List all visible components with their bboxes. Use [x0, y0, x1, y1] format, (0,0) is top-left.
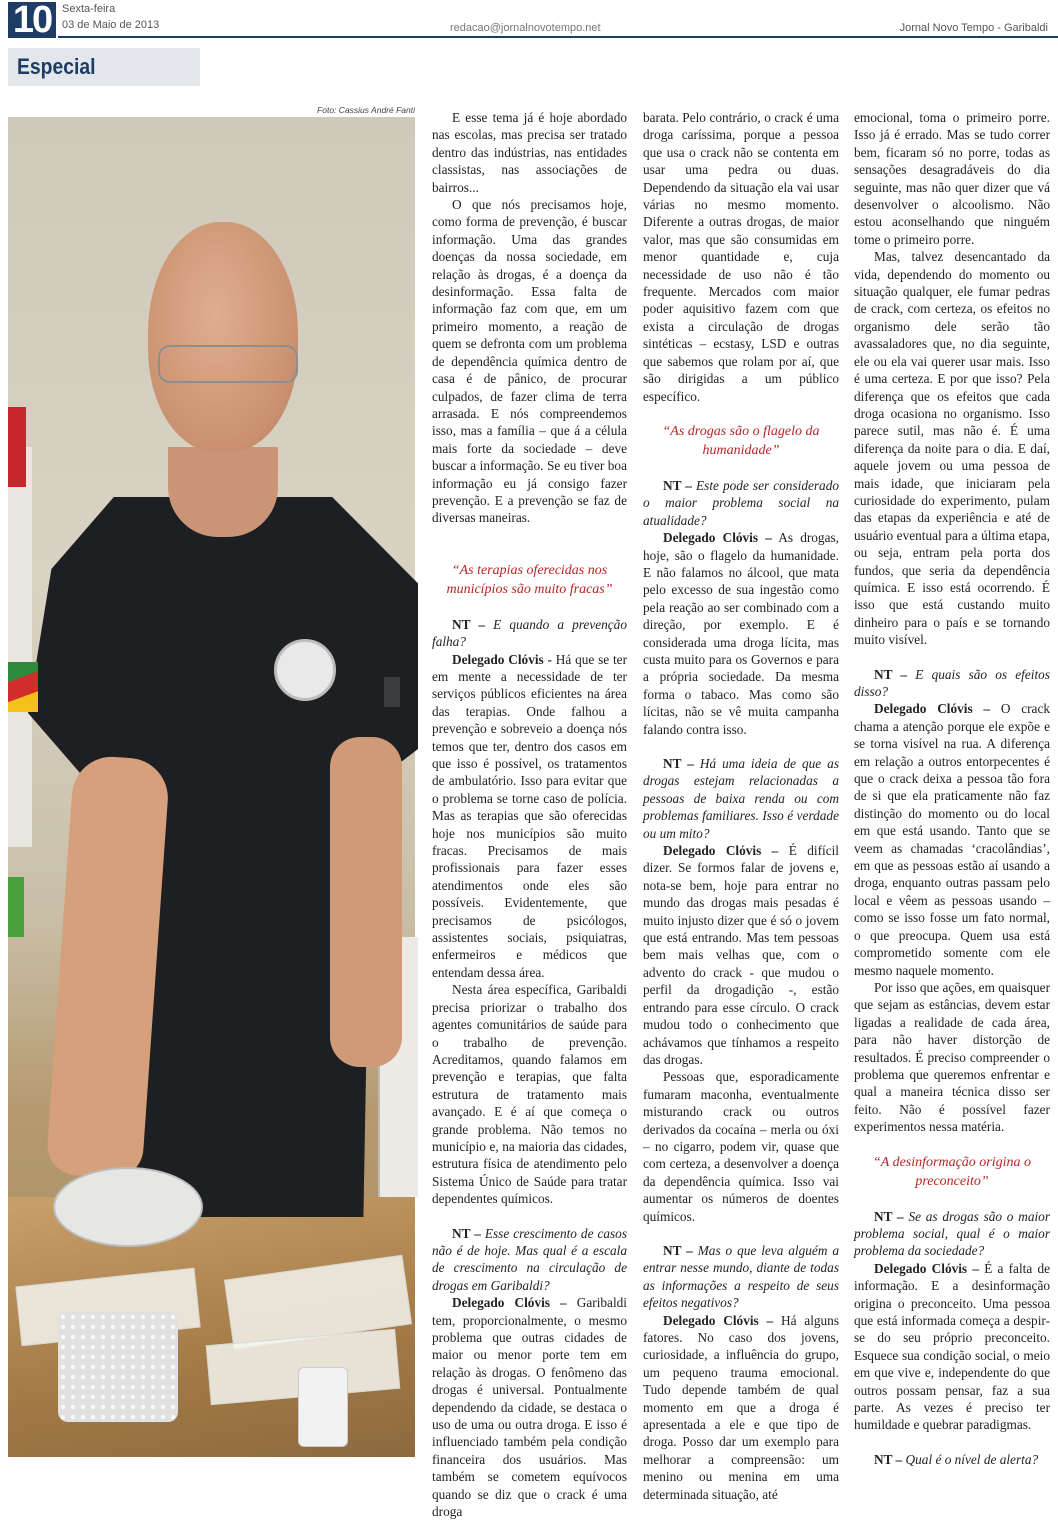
- answer: [643, 1312, 839, 1503]
- speaker-name: Delegado Clóvis -: [452, 651, 552, 667]
- pills-shape: [58, 1312, 178, 1422]
- glasses-shape: [158, 345, 298, 383]
- answer-text: Garibaldi tem, proporcionalmente, o mesmo problema que outras cidades de maior ou menor porte tem em relação às drogas. O fenômeno das drogas é universal. Pontualmente dependendo da cidade, se destaca o uso de uma ou outra droga. E isso é influenciado também pela condição financeira dos usuários. Mas também se cometem equívocos quando se diz que o crack é uma droga: [432, 1295, 627, 1520]
- question-text: E quando a prevenção falha?: [432, 616, 627, 650]
- question: [432, 1225, 627, 1295]
- question: [432, 616, 627, 651]
- neck-shape: [168, 447, 278, 537]
- interviewer-tag: NT –: [663, 1242, 693, 1258]
- question: [854, 1208, 1050, 1260]
- question-text: Este pode ser considerado o maior problema social na atualidade?: [643, 477, 839, 528]
- text-column-1: [432, 109, 627, 1520]
- newsroom-email: redacao@jornalnovotempo.net: [450, 22, 601, 34]
- question-text: Mas o que leva alguém a entrar nesse mundo, diante de todas as informações a respeito de seus efeitos negativos?: [643, 1242, 839, 1311]
- weekday: Sexta-feira: [62, 3, 116, 15]
- question: [643, 755, 839, 842]
- speaker-name: Delegado Clóvis –: [663, 530, 772, 546]
- question-text: Há uma ideia de que as drogas estejam relacionadas a pessoas de baixa renda ou com problemas familiares. Isso é verdade ou um mito?: [643, 756, 840, 841]
- shelf-shape: [8, 447, 32, 847]
- speaker-name: Delegado Clóvis –: [663, 1312, 774, 1328]
- question: [854, 666, 1050, 701]
- answer-text: Há alguns fatores. No caso dos jovens, curiosidade, a influência do grupo, um pequeno trauma emocional. Tudo depende também de qual momento em que a droga é apresentada a ele e que tipo de droga. Posso dar um exemplo para melhorar a compreensão: um menino ou menina em uma determinada situação, até: [643, 1312, 840, 1502]
- photo-credit: Foto: Cassius André Fanti: [317, 105, 415, 115]
- answer: [432, 1294, 627, 1520]
- text-column-2: [643, 109, 839, 1503]
- paragraph: barata. Pelo contrário, o crack é uma droga caríssima, porque a pessoa que usa o crack não se contenta em usar uma pedra ou duas. Dependendo da situação ela vai usar várias no mesmo momento. Diferente a outras drogas, de maior valor, mas que são consumidas em menor quantidade e, cuja necessidade de uso não é tão frequente. Mercados com maior poder aquisitivo fazem com que exista a circulação de drogas sintéticas – ecstasy, LSD e outras que sabemos que rolam por aí, que são dirigidas a um público específico.: [643, 110, 839, 404]
- portrait-photo: [8, 117, 415, 1443]
- sleeve-patch-shape: [384, 677, 400, 707]
- paragraph: O que nós precisamos hoje, como forma de prevenção, é buscar informação. Uma das grandes doenças da nossa sociedade, em relação às drogas, é a doença da desinformação. Essa falta de informação faz com que, em um primeiro momento, a reação de quem se defronta com um problema de dependência química dentro de casa é de pânico, de procurar culpados, de fazer clima de terra arrasada. E nós compreendemos isso, mas a família – que á a célula mais forte da sociedade – deve buscar a informação. Se eu tiver boa informação eu já consigo fazer prevenção. E a prevenção se faz de diversas maneiras.: [432, 197, 627, 526]
- interviewer-tag: NT –: [874, 1451, 903, 1467]
- question-text: E quais são os efeitos disso?: [854, 666, 1050, 699]
- issue-date: 03 de Maio de 2013: [62, 19, 160, 31]
- interviewer-tag: NT –: [452, 1225, 481, 1241]
- answer: [854, 1260, 1050, 1434]
- answer-text: As drogas, hoje, são o flagelo da humanidade. E não falamos no álcool, que mata pelo excesso de sua ingestão como pela reação ao ser combinado com a direção, por exemplo. E é considerada uma droga lícita, mas custa muito para os Governos e para a própria sociedade. Da mesma forma o tabaco. Mas como são lícitas, não se vê muita campanha falando contra isso.: [643, 530, 839, 737]
- interviewer-tag: NT –: [452, 616, 485, 632]
- red-object-shape: [8, 407, 26, 487]
- answer-text: É difícil dizer. Se formos falar de jovens e, nota-se bem, hoje para entrar no mundo das drogas mais pesadas é muito injusto dizer que é só o jovem que está entrando. Mas tem pessoas bem mais velhas que, com o advento do crack - que mudou o perfil da drogadição -, estão entrando para esse círculo. O crack mudou todo o conhecimento que achávamos que tínhamos a respeito das drogas.: [643, 843, 840, 1067]
- paragraph: Nesta área específica, Garibaldi precisa priorizar o trabalho dos agentes comunitários de saúde para o trabalho de prevenção. Acreditamos, quando falamos em prevenção e terapias, que falta estrutura de tratamento mais avançado. E é aí que começa o grande problema. Não temos no município e, na maioria das cidades, estrutura física de atendimento pelo Sistema Único de Saúde para tratar dependentes químicos.: [432, 982, 627, 1207]
- question-text: Qual é o nível de alerta?: [905, 1451, 1039, 1467]
- paragraph: Por isso que ações, em quaisquer que sejam as estâncias, devem estar ligadas a realidade de cada área, para não haver distorção de resultados. É preciso compreender o problema que queremos enfrentar e qual a maneira técnica disso ser feito. Não é possível fazer experimentos nessa matéria.: [854, 979, 1050, 1135]
- answer-text: É a falta de informação. E a desinformação origina o preconceito. Uma pessoa que está informada começa a despir-se do seu próprio preconceito. Esquece sua condição social, o meio em que vive e, independente do que outros possam pensar, faz a sua parte. As vezes é preciso ter humildade e quebrar paradigmas.: [854, 1260, 1051, 1433]
- answer-text: O crack chama a atenção porque ele expõe e se torna visível na rua. A diferença em relação a outros entorpecentes é que o crack deixa a pessoa tão fora de si que ela praticamente não faz distinção do momento ou do local em que está usando. Tanto que se veem as chamadas ‘cracolândias’, em que as pessoas estão aí usando a droga, enquanto outras passam pelo local e vêem as pessoas usando – como se isso fosse um fato normal, o que preocupa. Quem usa está comprometido somente com ele mesmo naquele momento.: [854, 701, 1050, 978]
- speaker-name: Delegado Clóvis –: [452, 1295, 567, 1311]
- paragraph: Pessoas que, esporadicamente fumaram maconha, eventualmente misturando crack ou outros derivados da cocaína – merla ou óxi – no cigarro, podem vir, quase que com certeza, a desenvolver a doença da dependência química. Isso vai aumentar os números de doentes químicos.: [643, 1069, 839, 1224]
- head-shape: [148, 222, 298, 452]
- right-arm-shape: [330, 737, 402, 1067]
- question: [643, 477, 839, 529]
- pull-quote: “As drogas são o flagelo da humanidade”: [662, 423, 820, 458]
- interviewer-tag: NT –: [874, 666, 908, 682]
- flag-patch-icon: [8, 662, 38, 712]
- question: [854, 1451, 1050, 1468]
- section-title: Especial: [17, 54, 96, 79]
- text-column-3: [854, 109, 1050, 1468]
- pull-quote: “As terapias oferecidas nos municípios são muito fracas”: [446, 562, 613, 597]
- police-badge-icon: [274, 639, 336, 701]
- question-text: Esse crescimento de casos não é de hoje. Mas qual é a escala de crescimento na circulação de drogas em Garibaldi?: [432, 1225, 627, 1293]
- green-object-shape: [8, 877, 24, 937]
- speaker-name: Delegado Clóvis –: [874, 1260, 979, 1276]
- answer: [643, 842, 839, 1068]
- interviewer-tag: NT –: [874, 1208, 904, 1224]
- pull-quote: “A desinformação origina o preconceito”: [872, 1154, 1032, 1189]
- answer: [432, 651, 627, 982]
- interviewer-tag: NT –: [663, 756, 694, 771]
- header-rule: [58, 36, 1058, 38]
- speaker-name: Delegado Clóvis –: [663, 843, 779, 859]
- question: [643, 1242, 839, 1312]
- answer-text: Há que se ter em mente a necessidade de ter serviços públicos eficientes na área das terapias. Onde falhou a prevenção e sobreveio a doença nós temos que ter, dentro dos casos em que isso é possível, os tratamentos de ambulatório. Isso para evitar que o problema se torne caso de polícia. Mas as terapias que são oferecidas hoje nos municípios são muito fracas. Precisamos de mais profissionais para fazer esses atendimentos onde eles são possíveis. Evidentemente, que precisamos de psicólogos, assistentes sociais, psiquiatras, enfermeiros e médicos que entendam dessa área.: [432, 651, 627, 980]
- paragraph: emocional, toma o primeiro porre. Isso já é errado. Mas se tudo correr bem, ficaram só no porre, todas as sensações desagradáveis do dia seguinte, mas não quer dizer que vá desenvolver o alcoolismo. Não estou aconselhando que ninguém tome o primeiro porre.: [854, 110, 1050, 247]
- interviewer-tag: NT –: [663, 477, 692, 493]
- newspaper-name: Jornal Novo Tempo - Garibaldi: [899, 22, 1048, 34]
- answer: [854, 700, 1050, 979]
- bottle-shape: [298, 1367, 348, 1447]
- paragraph: E esse tema já é hoje abordado nas escolas, mas precisa ser tratado dentro das indústrias, nas entidades classistas, nas associações de bairros...: [432, 110, 627, 195]
- section-tab: [8, 48, 200, 86]
- paragraph: Mas, talvez desencantado da vida, dependendo do momento ou situação qualquer, ele fumar pedras de crack, com certeza, os efeitos no organismo dele serão tão avassaladores que, no dia seguinte, ele ou ela vai querer usar mais. Isso é uma certeza. E por que isso? Pela diferença que os efeitos que cada droga ocasiona no organismo. Isso parece sutil, mas não é. É uma diferença da noite para o dia. E daí, aquele jovem ou uma pessoa de mais idade, que iniciaram pela curiosidade do experimento, pulam das etapas da experiência e até de usuário eventual para a última etapa, ou seja, entram pela porta dos fundos, que seria da dependência química. E isso está ocorrendo. É isso que está custando muito dinheiro para o país e se tornando muito visível.: [854, 249, 1050, 648]
- answer: [643, 529, 839, 738]
- speaker-name: Delegado Clóvis –: [874, 701, 991, 717]
- page-number: 10: [8, 2, 56, 38]
- scale-shape: [53, 1167, 203, 1247]
- question-text: Se as drogas são o maior problema social, qual é o maior problema da sociedade?: [854, 1208, 1050, 1259]
